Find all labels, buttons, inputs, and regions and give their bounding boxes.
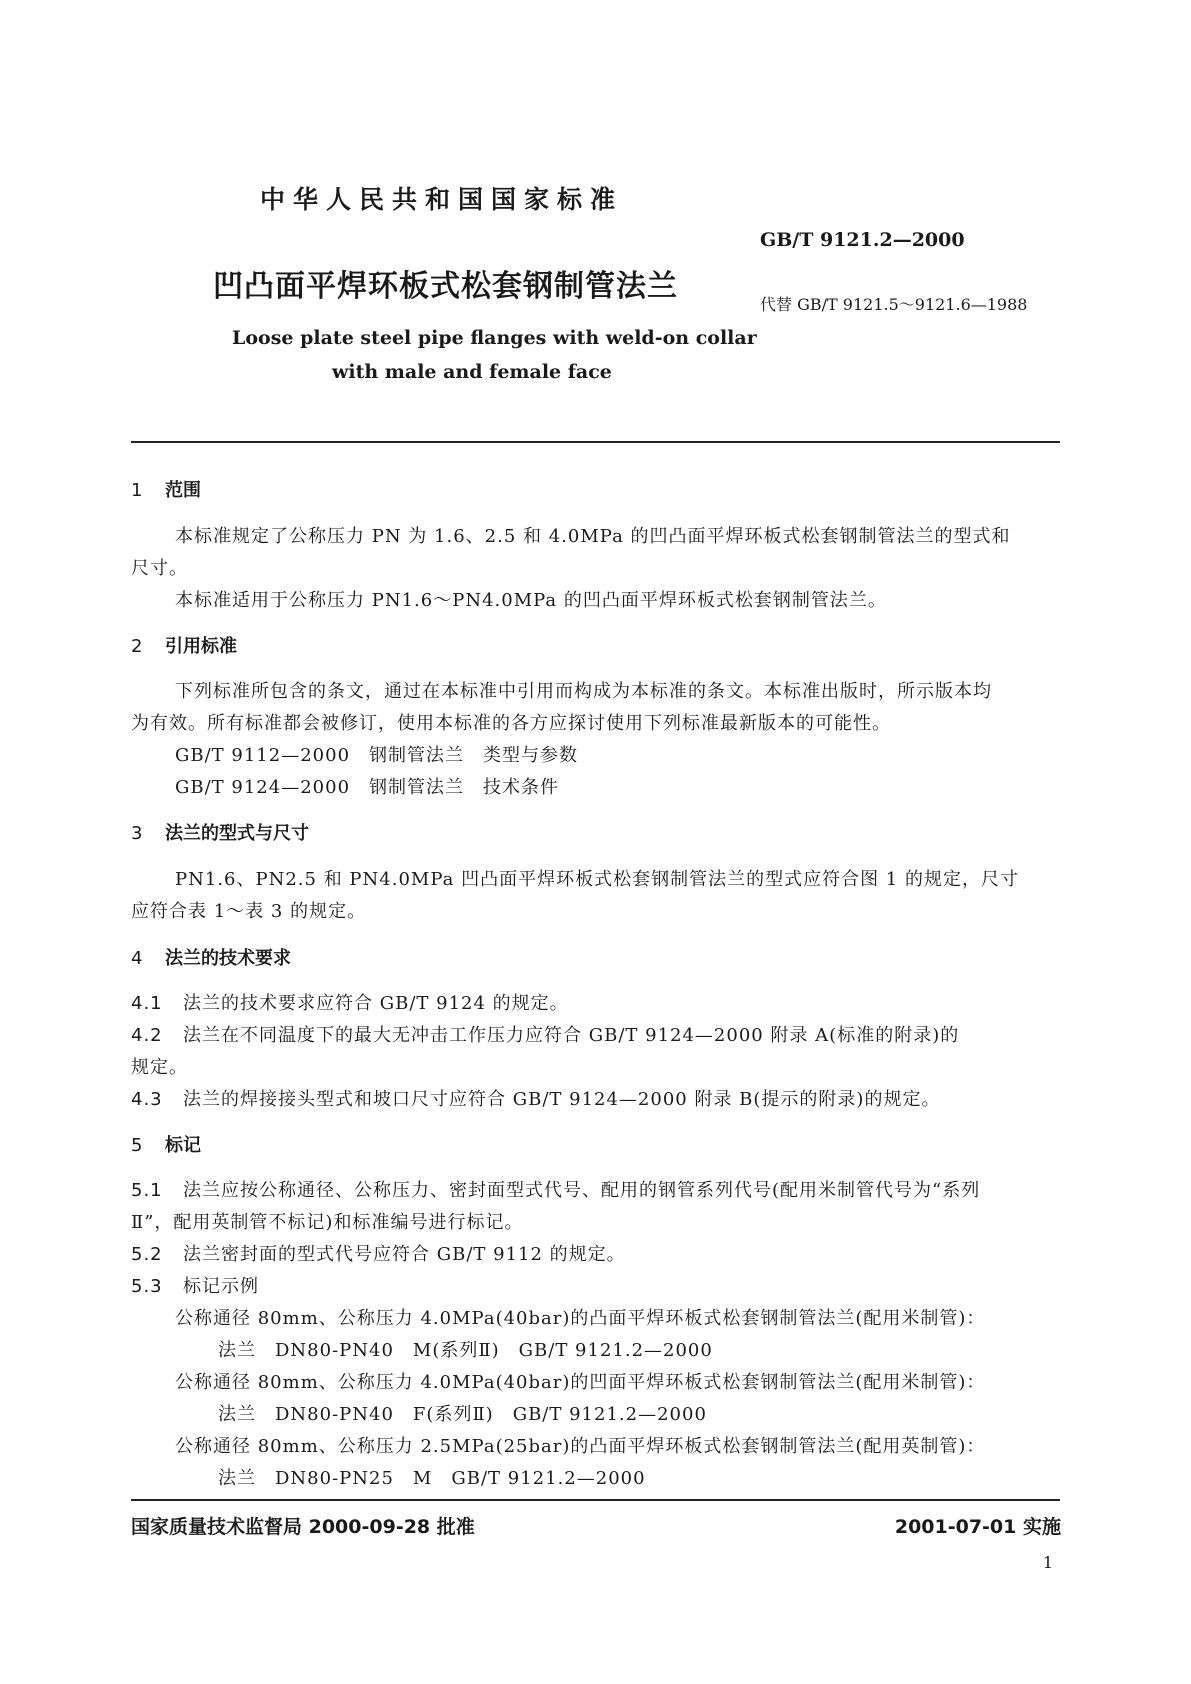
marking-example-3-description: 公称通径 80mm、公称压力 2.5MPa(25bar)的凸面平焊环板式松套钢制管法兰(配用英制管)： [175, 1436, 986, 1457]
section-1-para-1-line-1: 本标准规定了公称压力 PN 为 1.6、2.5 和 4.0MPa 的凹凸面平焊环板式松套钢制管法兰的型式和 [175, 526, 1011, 547]
section-title: 法兰的型式与尺寸 [165, 823, 309, 844]
marking-example-1-description: 公称通径 80mm、公称压力 4.0MPa(40bar)的凸面平焊环板式松套钢制管法兰(配用米制管)： [175, 1308, 986, 1329]
clause-4-1 [131, 989, 569, 1015]
section-number: 3 [131, 823, 143, 844]
marking-example-2-description: 公称通径 80mm、公称压力 4.0MPa(40bar)的凹面平焊环板式松套钢制管法兰(配用米制管)： [175, 1372, 986, 1393]
clause-4-2-line-1 [131, 1021, 959, 1047]
clause-5-1-line-1 [131, 1176, 980, 1202]
clause-number: 5.3 [131, 1276, 163, 1297]
clause-text: 法兰应按公称通径、公称压力、密封面型式代号、配用的钢管系列代号(配用米制管代号为“系列 [183, 1180, 981, 1201]
clause-text: 法兰密封面的型式代号应符合 GB/T 9112 的规定。 [183, 1244, 626, 1265]
section-1-para-2: 本标准适用于公称压力 PN1.6～PN4.0MPa 的凹凸面平焊环板式松套钢制管法兰。 [175, 590, 887, 611]
marking-example-2-mark: 法兰 DN80-PN40 F(系列Ⅱ) GB/T 9121.2—2000 [218, 1404, 707, 1425]
national-standard-title: 中华人民共和国国家标准 [260, 185, 624, 214]
clause-4-2-line-2: 规定。 [131, 1057, 188, 1078]
section-2-para-1-line-2: 为有效。所有标准都会被修订，使用本标准的各方应探讨使用下列标准最新版本的可能性。 [131, 713, 891, 734]
section-2-para-1-line-1: 下列标准所包含的条文，通过在本标准中引用而构成为本标准的条文。本标准出版时，所示版本均 [175, 681, 992, 702]
replaces-note: 代替 GB/T 9121.5～9121.6—1988 [760, 295, 1028, 314]
normative-reference-2: GB/T 9124—2000 钢制管法兰 技术条件 [175, 777, 560, 798]
section-2-heading [131, 632, 237, 658]
section-number: 5 [131, 1135, 143, 1156]
document-title-en-line1: Loose plate steel pipe flanges with weld-on collar [232, 327, 757, 349]
normative-reference-1: GB/T 9112—2000 钢制管法兰 类型与参数 [175, 745, 579, 766]
clause-number: 5.1 [131, 1180, 163, 1201]
section-1-para-1-line-2: 尺寸。 [131, 558, 188, 579]
clause-number: 4.3 [131, 1089, 163, 1110]
section-number: 1 [131, 480, 143, 501]
section-3-heading [131, 819, 309, 845]
page-number: 1 [1042, 1553, 1053, 1572]
section-3-para-1-line-2: 应符合表 1～表 3 的规定。 [131, 901, 367, 922]
section-number: 4 [131, 948, 143, 969]
clause-text: 标记示例 [183, 1276, 259, 1297]
section-title: 标记 [165, 1135, 201, 1156]
clause-text: 法兰的技术要求应符合 GB/T 9124 的规定。 [183, 993, 569, 1014]
document-title-en-line2: with male and female face [332, 361, 612, 383]
clause-text: 法兰在不同温度下的最大无冲击工作压力应符合 GB/T 9124—2000 附录 A(标准的附录)的 [183, 1025, 960, 1046]
clause-text: 法兰的焊接接头型式和坡口尺寸应符合 GB/T 9124—2000 附录 B(提示的附录)的规定。 [183, 1089, 941, 1110]
footer-divider [131, 1499, 1060, 1501]
section-title: 法兰的技术要求 [165, 948, 291, 969]
section-5-heading [131, 1131, 201, 1157]
section-1-heading [131, 476, 201, 502]
marking-example-1-mark: 法兰 DN80-PN40 M(系列Ⅱ) GB/T 9121.2—2000 [218, 1340, 713, 1361]
clause-number: 4.1 [131, 993, 163, 1014]
clause-number: 5.2 [131, 1244, 163, 1265]
approval-date: 国家质量技术监督局 2000-09-28 批准 [131, 1516, 475, 1538]
section-number: 2 [131, 636, 143, 657]
effective-date: 2001-07-01 实施 [894, 1516, 1061, 1538]
marking-example-3-mark: 法兰 DN80-PN25 M GB/T 9121.2—2000 [218, 1468, 646, 1489]
standard-code: GB/T 9121.2—2000 [760, 229, 965, 251]
section-4-heading [131, 944, 291, 970]
section-title: 引用标准 [165, 636, 237, 657]
clause-5-2 [131, 1240, 626, 1266]
clause-5-1-line-2: Ⅱ”，配用英制管不标记)和标准编号进行标记。 [131, 1212, 524, 1233]
clause-5-3 [131, 1272, 259, 1298]
clause-4-3 [131, 1085, 940, 1111]
document-title-cn: 凹凸面平焊环板式松套钢制管法兰 [213, 269, 678, 304]
clause-number: 4.2 [131, 1025, 163, 1046]
section-title: 范围 [165, 480, 201, 501]
section-3-para-1-line-1: PN1.6、PN2.5 和 PN4.0MPa 凹凸面平焊环板式松套钢制管法兰的型式应符合图 1 的规定，尺寸 [175, 869, 1019, 890]
header-divider [131, 441, 1060, 443]
